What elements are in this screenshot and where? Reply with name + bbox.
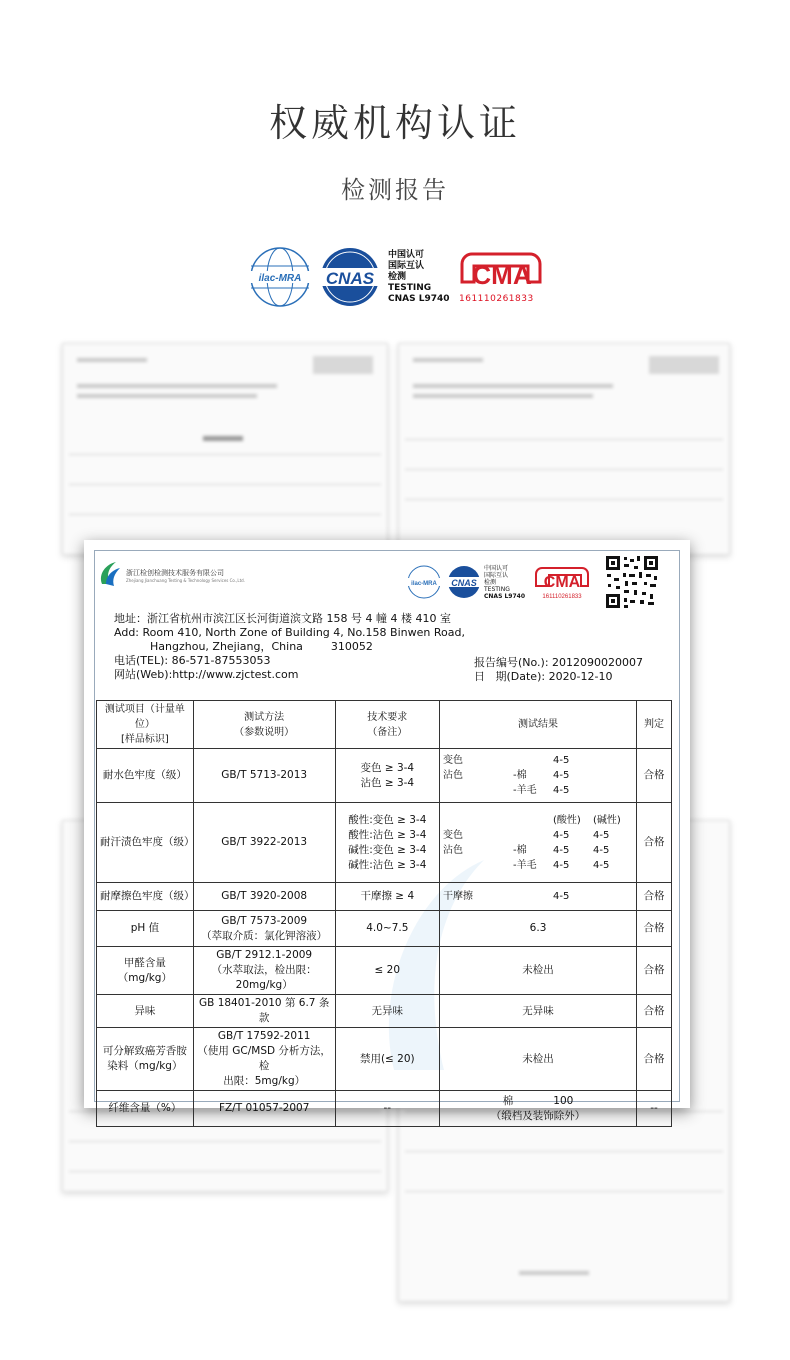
address-en-line-2: Hangzhou, Zhejiang，China 310052	[150, 640, 373, 653]
cnas-text-line: TESTING	[388, 283, 432, 293]
result-value: -棉	[513, 770, 527, 781]
method-line: （萃取介质：氯化钾溶液）	[201, 929, 328, 942]
verdict-text: 合格	[643, 769, 665, 781]
result-value	[513, 828, 553, 843]
ilac-text: ilac-MRA	[258, 273, 302, 284]
cell-method	[193, 911, 335, 947]
item-text: 耐水色牢度（级）	[102, 769, 187, 781]
cell-requirement	[335, 749, 439, 803]
result-value	[513, 889, 553, 904]
verdict-text: 合格	[643, 890, 665, 902]
header-item-line: 测试项目（计量单位）	[104, 704, 185, 730]
requirement-line: 禁用(≤ 20)	[359, 1052, 415, 1065]
cnas-accreditation-text	[388, 250, 450, 305]
requirement-line: 碱性:变色 ≥ 3-4	[348, 843, 427, 856]
requirement-line: 4.0~7.5	[366, 922, 409, 934]
cell-verdict	[637, 803, 672, 883]
result-value: 4-5	[553, 859, 570, 871]
organization-name: 浙江检创检测技术服务有限公司	[126, 569, 224, 577]
header-result: 测试结果	[440, 701, 637, 749]
result-value	[513, 813, 553, 828]
report-cnas-text: CNAS	[451, 578, 477, 588]
item-text: 可分解致癌芳香胺染料（mg/kg）	[102, 1045, 187, 1072]
report-cnas-line: 中国认可	[484, 565, 509, 572]
result-line: 无异味	[522, 1004, 554, 1017]
certification-logos	[248, 244, 548, 310]
header-method-line: （参数说明）	[234, 726, 295, 738]
result-line: 未检出	[522, 1052, 554, 1065]
table-row	[97, 1028, 672, 1091]
organization-name-en: Zhejiang Jianchuang Testing & Technology Services Co.,Ltd.	[126, 578, 245, 583]
page-title: 权威机构认证	[268, 101, 521, 145]
item-text: 甲醛含量（mg/kg）	[117, 956, 172, 984]
cell-item	[97, 883, 194, 911]
background-report-page	[398, 343, 730, 555]
result-grid	[443, 813, 633, 873]
cma-text: CMA	[472, 260, 532, 290]
method-line: GB/T 2912.1-2009	[216, 949, 313, 961]
result-value: 4-5	[593, 829, 610, 841]
requirement-line: 碱性:沾色 ≥ 3-4	[348, 858, 427, 871]
background-report-page	[62, 343, 388, 555]
cnas-text: CNAS	[325, 269, 375, 288]
header-item	[97, 701, 194, 749]
item-text: pH 值	[130, 922, 160, 934]
cnas-text-line: 检测	[388, 272, 407, 282]
cell-requirement	[335, 947, 439, 995]
result-value: -羊毛	[513, 859, 537, 871]
method-line: 出限：5mg/kg）	[223, 1075, 306, 1087]
result-grid	[443, 753, 633, 798]
cell-verdict	[637, 947, 672, 995]
cell-requirement	[335, 1028, 439, 1091]
header-requirement-line: 技术要求	[367, 711, 408, 723]
verdict-text: 合格	[643, 836, 665, 848]
cell-result	[440, 803, 637, 883]
requirement-line: ≤ 20	[374, 964, 401, 976]
cnas-logo-icon	[314, 246, 386, 308]
result-value: (酸性)	[553, 814, 581, 826]
result-value	[593, 889, 633, 904]
requirement-line: 沾色 ≥ 3-4	[360, 776, 415, 789]
result-value: 4-5	[553, 755, 570, 766]
result-value: 4-5	[593, 844, 610, 856]
item-text: 耐摩擦色牢度（级）	[100, 890, 195, 902]
cell-method	[193, 803, 335, 883]
cell-item	[97, 803, 194, 883]
table-row	[97, 995, 672, 1028]
cell-item	[97, 911, 194, 947]
header-item-line: [样品标识]	[120, 734, 169, 745]
cell-method	[193, 1091, 335, 1127]
cell-item	[97, 749, 194, 803]
cell-verdict	[637, 995, 672, 1028]
requirement-line: 无异味	[371, 1004, 404, 1017]
report-cnas-line: CNAS L9740	[484, 593, 526, 600]
method-line: GB/T 17592-2011	[217, 1030, 311, 1042]
ilac-mra-logo-icon	[248, 246, 312, 308]
result-value: 4-5	[553, 770, 570, 781]
cnas-text-line: CNAS L9740	[388, 294, 450, 304]
table-row	[97, 749, 672, 803]
result-value	[443, 858, 513, 873]
result-value: 4-5	[593, 859, 610, 871]
method-line: FZ/T 01057-2007	[218, 1102, 310, 1114]
cma-number: 161110261833	[459, 294, 534, 304]
test-report-document	[84, 540, 690, 1122]
table-row	[97, 1091, 672, 1127]
table-row	[97, 883, 672, 911]
item-text: 耐汗渍色牢度（级）	[100, 836, 195, 848]
report-cnas-line: 检测	[484, 579, 497, 586]
report-cma-number: 161110261833	[542, 594, 582, 600]
result-value: 变色	[443, 829, 464, 841]
report-cnas-line: TESTING	[484, 586, 510, 593]
result-line: 未检出	[522, 964, 554, 976]
cell-item	[97, 995, 194, 1028]
requirement-line: --	[383, 1102, 392, 1114]
telephone: 电话(TEL): 86-571-87553053	[114, 654, 271, 667]
result-line: （缎档及装饰除外）	[490, 1109, 586, 1122]
cell-item	[97, 947, 194, 995]
result-value	[443, 783, 513, 798]
cell-result	[440, 1091, 637, 1127]
cell-verdict	[637, 1091, 672, 1127]
method-line: GB/T 5713-2013	[221, 769, 308, 781]
company-logo-icon	[96, 560, 122, 588]
verdict-text: --	[650, 1102, 658, 1114]
cell-requirement	[335, 911, 439, 947]
cnas-text-line: 国际互认	[388, 261, 425, 271]
header-verdict: 判定	[637, 701, 672, 749]
cell-result	[440, 883, 637, 911]
result-grid	[443, 889, 633, 904]
method-line: GB/T 3922-2013	[221, 836, 308, 848]
cell-verdict	[637, 749, 672, 803]
result-value: 沾色	[443, 770, 464, 781]
result-value	[443, 813, 513, 828]
cell-verdict	[637, 1028, 672, 1091]
method-line: GB/T 7573-2009	[221, 914, 308, 927]
result-value	[593, 753, 633, 768]
header-requirement	[335, 701, 439, 749]
result-value: -羊毛	[513, 785, 537, 796]
cell-result	[440, 947, 637, 995]
result-value: -棉	[513, 844, 527, 856]
result-value	[593, 768, 633, 783]
header-method-line: 测试方法	[244, 711, 285, 723]
report-cnas-line: 国际互认	[484, 572, 509, 579]
cell-result	[440, 995, 637, 1028]
result-value: (碱性)	[593, 814, 621, 826]
cell-requirement	[335, 1091, 439, 1127]
method-line: （水萃取法，检出限：20mg/kg）	[211, 964, 317, 991]
qr-code-icon	[604, 554, 660, 610]
requirement-line: 酸性:变色 ≥ 3-4	[348, 813, 427, 826]
verdict-text: 合格	[643, 1004, 665, 1017]
method-line: GB 18401-2010 第 6.7 条款	[199, 997, 330, 1024]
cell-requirement	[335, 995, 439, 1028]
page-subtitle: 检测报告	[341, 176, 449, 204]
cell-item	[97, 1091, 194, 1127]
requirement-line: 干摩擦 ≥ 4	[360, 890, 415, 902]
cell-result	[440, 749, 637, 803]
header-method	[193, 701, 335, 749]
address-cn: 地址：浙江省杭州市滨江区长河街道滨文路 158 号 4 幢 4 楼 410 室	[114, 612, 451, 625]
cell-item	[97, 1028, 194, 1091]
cell-result	[440, 1028, 637, 1091]
result-line: 棉 100	[502, 1094, 574, 1107]
result-line: 6.3	[529, 922, 547, 934]
result-value: 4-5	[553, 891, 570, 902]
item-text: 异味	[134, 1004, 156, 1017]
report-ilac-text: ilac-MRA	[411, 581, 437, 587]
report-number: 报告编号(No.): 2012090020007	[474, 656, 644, 669]
cell-method	[193, 1028, 335, 1091]
cell-verdict	[637, 911, 672, 947]
result-value: 4-5	[553, 829, 570, 841]
cell-requirement	[335, 883, 439, 911]
result-value: 4-5	[553, 844, 570, 856]
cell-verdict	[637, 883, 672, 911]
cell-method	[193, 995, 335, 1028]
verdict-text: 合格	[643, 1052, 665, 1065]
verdict-text: 合格	[643, 922, 665, 934]
result-value	[593, 783, 633, 798]
requirement-line: 酸性:沾色 ≥ 3-4	[348, 828, 427, 841]
report-cma-text: CMA	[543, 574, 581, 591]
result-value: 4-5	[553, 785, 570, 796]
result-value: 干摩擦	[443, 891, 474, 902]
item-text: 纤维含量（%）	[108, 1102, 182, 1114]
cell-result	[440, 911, 637, 947]
method-line: （使用 GC/MSD 分析方法，检	[197, 1045, 331, 1072]
result-value: 沾色	[443, 844, 464, 856]
verdict-text: 合格	[643, 964, 665, 976]
report-accreditation-logos	[406, 558, 596, 608]
result-value: 变色	[443, 755, 464, 766]
cnas-text-line: 中国认可	[388, 250, 425, 260]
report-date: 日 期(Date): 2020-12-10	[474, 670, 613, 683]
table-row	[97, 911, 672, 947]
table-row	[97, 803, 672, 883]
test-results-table	[96, 700, 672, 1127]
result-value	[513, 753, 553, 768]
header-requirement-line: （备注）	[367, 726, 408, 738]
cell-method	[193, 883, 335, 911]
method-line: GB/T 3920-2008	[221, 890, 308, 902]
website: 网站(Web):http://www.zjctest.com	[114, 668, 299, 681]
cell-method	[193, 749, 335, 803]
address-en-line-1: Add: Room 410, North Zone of Building 4, No.158 Binwen Road,	[114, 626, 465, 639]
cell-method	[193, 947, 335, 995]
cell-requirement	[335, 803, 439, 883]
requirement-line: 变色 ≥ 3-4	[360, 761, 415, 774]
table-row	[97, 947, 672, 995]
